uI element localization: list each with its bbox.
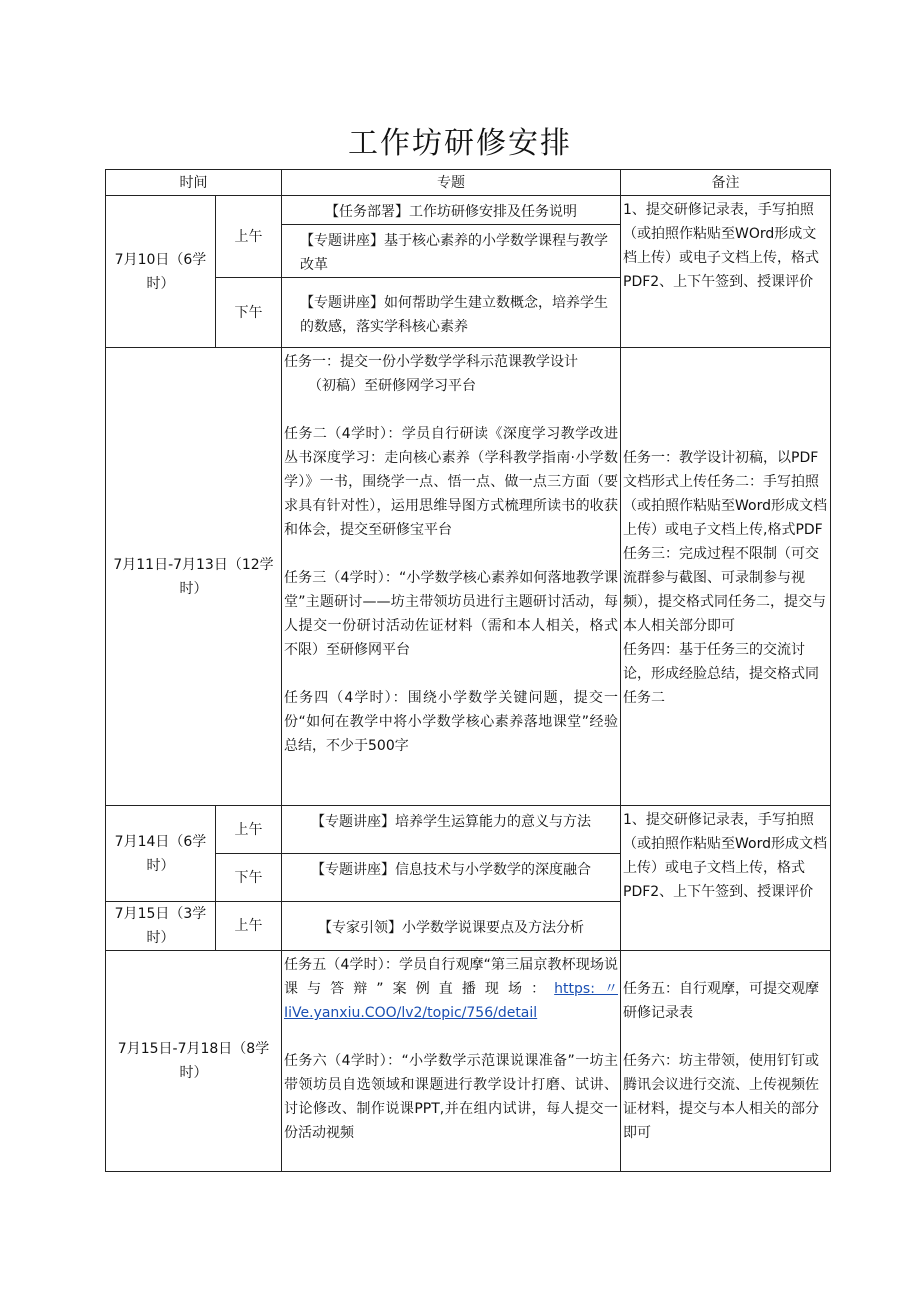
- period-afternoon: 下午: [216, 854, 282, 902]
- period-afternoon: 下午: [216, 278, 282, 348]
- task-text: 任务六（4学时）：“小学数学示范课说课准备”一坊主带领坊员自选领域和课题进行教学设计打磨、试讲、讨论修改、制作说课PPT,并在组内试讲，每人提交一份活动视频: [284, 1053, 618, 1141]
- task-text: （初稿）至研修网学习平台: [308, 378, 476, 394]
- topic-cell: 【专题讲座】基于核心素养的小学数学课程与教学改革: [282, 225, 621, 278]
- table-row: [106, 348, 831, 806]
- remark-text: 任务四：基于任务三的交流讨论，形成经脸总结，提交格式同任务二: [623, 641, 819, 706]
- header-row: [106, 170, 831, 196]
- task-text: 任务三（4学时）：“小学数学核心素养如何落地教学课堂”主题研讨——坊主带领坊员进行主题研讨活动，每人提交一份研讨活动佐证材料（需和本人相关，格式不限）至研修网平台: [284, 570, 618, 658]
- schedule-table: [105, 169, 831, 1172]
- header-time: 时间: [106, 170, 282, 196]
- table-row: [106, 196, 831, 225]
- task-text: 任务一：提交一份小学数学学科示范课教学设计: [284, 354, 578, 370]
- remark-cell: [621, 951, 831, 1172]
- topic-cell: 【专家引领】小学数学说课要点及方法分析: [282, 902, 621, 951]
- date-cell: 7月11日-7月13日（12学时）: [106, 348, 282, 806]
- date-cell: 7月10日（6学时）: [106, 196, 216, 348]
- period-morning: 上午: [216, 806, 282, 854]
- tasks-cell: [282, 348, 621, 806]
- remark-cell: [621, 806, 831, 951]
- remark-text: 任务六：坊主带领，使用钉钉或腾讯会议进行交流、上传视频佐证材料，提交与本人相关的部分即可: [623, 1053, 819, 1141]
- topic-cell: 【专题讲座】培养学生运算能力的意义与方法: [282, 806, 621, 854]
- date-cell: 7月14日（6学时）: [106, 806, 216, 902]
- table-row: [106, 951, 831, 1172]
- header-remark: 备注: [621, 170, 831, 196]
- date-cell: 7月15日（3学时）: [106, 902, 216, 951]
- remark-text: 任务五：自行观摩，可提交观摩研修记录表: [623, 981, 819, 1021]
- remark-text: 任务一：教学设计初稿，以PDF文档形式上传任务二：手写拍照（或拍照作粘贴至Word形成文档上传）或电子文档上传,格式PDF: [623, 449, 827, 538]
- remark-cell: [621, 196, 831, 348]
- topic-cell: 【专题讲座】信息技术与小学数学的深度融合: [282, 854, 621, 902]
- remark-text: 任务三：完成过程不限制（可交流群参与截图、可录制参与视频），提交格式同任务二，提交与本人相关部分即可: [623, 545, 826, 634]
- topic-cell: 【任务部署】工作坊研修安排及任务说明: [282, 196, 621, 225]
- table-row: [106, 806, 831, 854]
- page-title: 工作坊研修安排: [348, 126, 572, 161]
- header-topic: 专题: [282, 170, 621, 196]
- task-text: 任务五（4学时）：学员自行观摩“第三届京教杯现场说课与答辩”案例直播现场：: [284, 957, 618, 997]
- date-cell: 7月15日-7月18日（8学时）: [106, 951, 282, 1172]
- task-text: 任务四（4学时）：围绕小学数学关键问题，提交一份“如何在教学中将小学数学核心素养落地课堂”经验总结，不少于500字: [284, 690, 618, 754]
- remark-text: 1、提交研修记录表，手写拍照（或拍照作粘贴至Word形成文档上传）或电子文档上传，格式PDF2、上下午签到、授课评价: [623, 812, 827, 900]
- tasks-cell: [282, 951, 621, 1172]
- remark-cell: [621, 348, 831, 806]
- remark-text: 1、提交研修记录表，手写拍照（或拍照作粘贴至WOrd形成文档上传）或电子文档上传，格式PDF2、上下午签到、授课评价: [623, 202, 819, 290]
- topic-cell: 【专题讲座】如何帮助学生建立数概念，培养学生的数感，落实学科核心素养: [282, 278, 621, 348]
- task-text: 任务二（4学时）：学员自行研读《深度学习教学改进丛书深度学习：走向核心素养（学科教学指南·小学数学）》一书，围绕学一点、悟一点、做一点三方面（要求具有针对性），运用思维导图方式梳理所读书的收获和体会，提交至研修宝平台: [284, 426, 618, 538]
- livestream-link[interactable]: https:〃IiVe.yanxiu.COO/lv2/topic/756/detail: [284, 981, 618, 1021]
- period-morning: 上午: [216, 196, 282, 278]
- period-morning: 上午: [216, 902, 282, 951]
